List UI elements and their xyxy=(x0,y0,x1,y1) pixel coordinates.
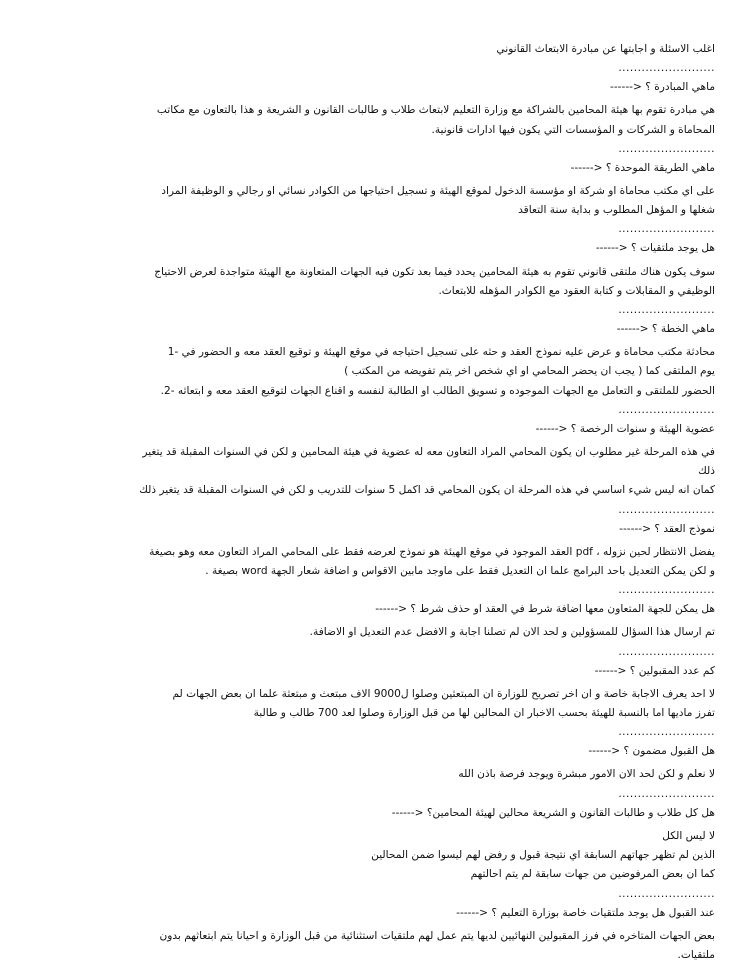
faq-answer-line: لا احد يعرف الاجابة خاصة و ان اخر تصريح للوزارة ان المبتعثين وصلوا ل9000 الاف مبتعث و مبتعثة علما ان بعض الجهات لم xyxy=(34,685,715,704)
faq-question: نموذج العقد ؟ <------ xyxy=(34,520,715,539)
faq-answer-line: ذلك xyxy=(34,462,715,481)
faq-answer-line: و لكن يمكن التعديل باحد البرامج علما ان التعديل فقط على ماوجد مابين الاقواس و اضافة شعار الجهة word بصيغة . xyxy=(34,562,715,581)
separator: ......................... xyxy=(34,403,715,417)
faq-answer-line: كما ان بعض المرفوضين من جهات سابقة لم يتم احالتهم xyxy=(34,865,715,884)
faq-question: ماهي المبادرة ؟ <------ xyxy=(34,78,715,97)
separator: ......................... xyxy=(34,503,715,517)
faq-item xyxy=(34,222,715,301)
faq-item xyxy=(34,887,715,965)
faq-question: عضوية الهيئة و سنوات الرخصة ؟ <------ xyxy=(34,420,715,439)
separator: ......................... xyxy=(34,303,715,317)
faq-answer-line: بعض الجهات المتاخره في فرز المقبولين النهائيين لديها يتم عمل لهم ملتقيات استثنائية من قبل الوزارة و احيانا يتم ابتعاثهم بدون xyxy=(34,927,715,946)
separator: ......................... xyxy=(34,725,715,739)
faq-answer-line: سوف يكون هناك ملتقى قانوني تقوم به هيئة المحامين يحدد فيما بعد تكون فيه الجهات المتعاونة مع الهيئة متواجدة لعرض الاحتياج xyxy=(34,263,715,282)
faq-answer-line: محادثة مكتب محاماة و عرض عليه نموذج العقد و حثه على تسجيل احتياجه في موقع الهيئة و توقيع العقد معه و الحضور في -1 xyxy=(34,343,715,362)
separator: ......................... xyxy=(34,787,715,801)
faq-question: عند القبول هل يوجد ملتقيات خاصة بوزارة التعليم ؟ <------ xyxy=(34,904,715,923)
faq-item xyxy=(34,303,715,401)
faq-item xyxy=(34,725,715,784)
faq-answer-line: لا ليس الكل xyxy=(34,827,715,846)
faq-answer-line: المحاماة و الشركات و المؤسسات التي يكون فيها ادارات قانونية. xyxy=(34,121,715,140)
document-title: اغلب الاسئلة و اجابتها عن مبادرة الابتعاث القانوني xyxy=(34,40,715,59)
faq-answer-line: في هذه المرحلة غير مطلوب ان يكون المحامي المراد التعاون معه له عضوية في هيئة المحامين و لكن في السنوات المقبلة قد يتغير xyxy=(34,443,715,462)
faq-answer-line: هي مبادرة تقوم بها هيئة المحامين بالشراكة مع وزارة التعليم لابتعاث طلاب و طالبات القانون و الشريعة و هذا بالتعاون مع مكاتب xyxy=(34,101,715,120)
faq-answer-line: الحضور للملتقى و التعامل مع الجهات الموجوده و تسويق الطالب او الطالبة لنفسه و اقناع الجهات لتوقيع العقد معه و ابتعاثه -2. xyxy=(34,382,715,401)
faq-question: هل يوجد ملتقيات ؟ <------ xyxy=(34,239,715,258)
faq-answer-line: الذين لم تظهر جهاتهم السابقة اي نتيجة قبول و رفض لهم ليسوا ضمن المحالين xyxy=(34,846,715,865)
faq-question: ماهي الطريقة الموحدة ؟ <------ xyxy=(34,159,715,178)
faq-item xyxy=(34,61,715,140)
faq-answer-line: على اي مكتب محاماة او شركة او مؤسسة الدخول لموقع الهيئة و تسجيل احتياجها من الكوادر نسائي او رجالي و الوظيفة المراد xyxy=(34,182,715,201)
faq-question: ماهي الخطة ؟ <------ xyxy=(34,320,715,339)
faq-answer-line: يوم الملتقى كما ( يجب ان يحضر المحامي او اي شخص اخر يتم تفويضه من المكتب ) xyxy=(34,362,715,381)
faq-question: كم عدد المقبولين ؟ <------ xyxy=(34,662,715,681)
faq-list xyxy=(34,61,715,965)
faq-item xyxy=(34,403,715,501)
separator: ......................... xyxy=(34,645,715,659)
separator: ......................... xyxy=(34,61,715,75)
faq-item xyxy=(34,142,715,221)
separator: ......................... xyxy=(34,887,715,901)
faq-answer-line: الوظيفي و المقابلات و كتابة العقود مع الكوادر المؤهله للابتعاث. xyxy=(34,282,715,301)
faq-answer-line: ملتقيات. xyxy=(34,946,715,965)
faq-item xyxy=(34,583,715,642)
faq-answer-line: لا نعلم و لكن لحد الان الامور مبشرة ويوجد فرصة باذن الله xyxy=(34,765,715,784)
faq-item xyxy=(34,787,715,885)
faq-answer-line: شغلها و المؤهل المطلوب و بداية سنة التعاقد xyxy=(34,201,715,220)
faq-answer-line: تفرز ماديها اما بالنسبة للهيئة بحسب الاخبار ان المحالين لها من قبل الوزارة وصلوا لعد 700 طالب و طالبة xyxy=(34,704,715,723)
faq-question: هل القبول مضمون ؟ <------ xyxy=(34,742,715,761)
faq-question: هل يمكن للجهة المتعاون معها اضافة شرط في العقد او حذف شرط ؟ <------ xyxy=(34,600,715,619)
faq-item xyxy=(34,645,715,724)
faq-item xyxy=(34,503,715,582)
separator: ......................... xyxy=(34,222,715,236)
faq-answer-line: كمان انه ليس شيء اساسي في هذه المرحلة ان يكون المحامي قد اكمل 5 سنوات للتدريب و لكن في السنوات المقبلة قد يتغير ذلك xyxy=(34,481,715,500)
faq-question: هل كل طلاب و طالبات القانون و الشريعة محالين لهيئة المحامين؟ <------ xyxy=(34,804,715,823)
separator: ......................... xyxy=(34,142,715,156)
faq-answer-line: يفضل الانتظار لحين نزوله ، pdf العقد الموجود في موقع الهيئة هو نموذج لعرضه فقط على المحامي المراد التعاون معه وهو بصيغة xyxy=(34,543,715,562)
faq-answer-line: تم ارسال هذا السؤال للمسؤولين و لحد الان لم تصلنا اجابة و الافضل عدم التعديل او الاضافة. xyxy=(34,623,715,642)
separator: ......................... xyxy=(34,583,715,597)
